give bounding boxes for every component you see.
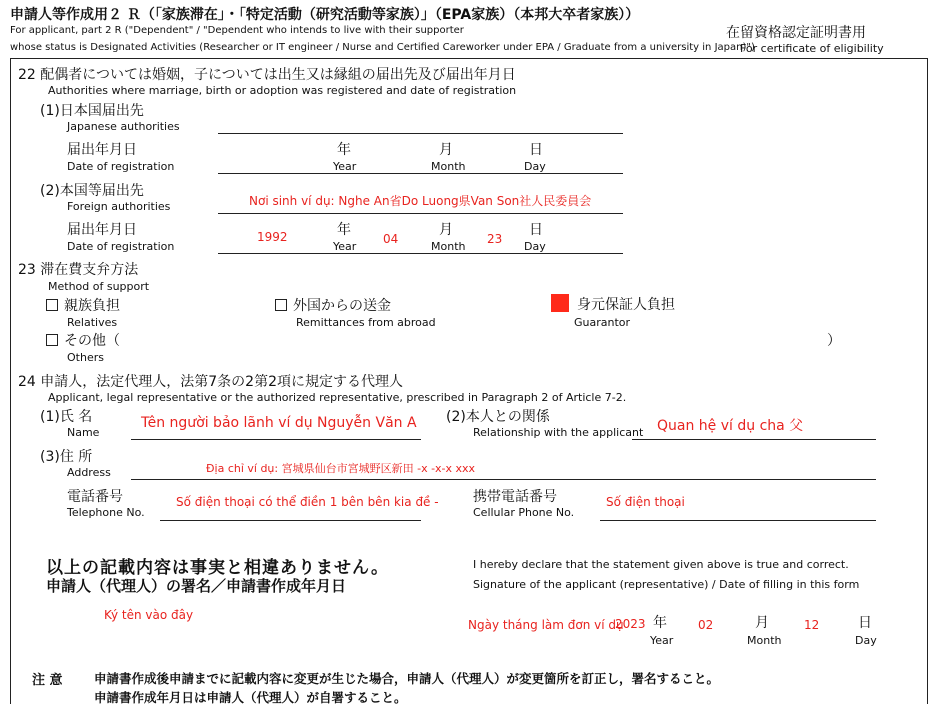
guarantor-option[interactable] — [551, 294, 675, 314]
notes-line-2: 申請書作成年月日は申請人（代理人）が自署すること。 — [94, 690, 407, 704]
others-option[interactable] — [46, 330, 120, 350]
others-checkbox[interactable] — [46, 334, 58, 346]
telephone-value[interactable]: Số điện thoại có thể điền 1 bên bên kia đề - — [176, 495, 439, 509]
s24-title-en: Applicant, legal representative or the authorized representative, prescribed in Paragraph 2 of Article 7-2. — [48, 391, 627, 404]
reg-month-value[interactable]: 04 — [383, 232, 399, 246]
telephone-label: 電話番号 — [67, 489, 123, 505]
guarantor-label: 身元保証人負担 — [577, 297, 675, 313]
jp-authorities-label: (1)日本国届出先 — [40, 103, 144, 119]
declaration-en: I hereby declare that the statement given above is true and correct. — [473, 558, 849, 571]
filing-year-value[interactable]: 2023 — [615, 617, 646, 631]
filing-day-en: Day — [855, 634, 877, 647]
cellphone-value[interactable]: Số điện thoại — [606, 495, 685, 509]
remittance-option[interactable] — [275, 295, 391, 315]
cellphone-field[interactable] — [600, 520, 876, 521]
jp-year-en: Year — [333, 160, 357, 173]
s23-title: 23 滞在費支弁方法 — [18, 262, 139, 278]
foreign-year-en: Year — [333, 240, 357, 253]
filing-year-en: Year — [650, 634, 674, 647]
cellphone-label: 携帯電話番号 — [473, 489, 557, 505]
others-label: その他（ — [64, 333, 120, 349]
address-value[interactable]: Địa chỉ ví dụ: 宮城県仙台市宮城野区新田 -x -x-x xxx — [206, 462, 476, 475]
foreign-authorities-label-en: Foreign authorities — [67, 200, 171, 213]
foreign-month-ja: 月 — [439, 222, 453, 238]
relationship-label-en: Relationship with the applicant — [473, 426, 644, 439]
form-subtitle-en-2: whose status is Designated Activities (Researcher or IT engineer / Nurse and Certified Careworker under EPA / Graduate from a university in Japan)") — [10, 42, 755, 53]
jp-day-ja: 日 — [529, 142, 543, 158]
remittance-label: 外国からの送金 — [293, 298, 391, 314]
foreign-date-label-en: Date of registration — [67, 240, 175, 253]
s22-title-en: Authorities where marriage, birth or adoption was registered and date of registration — [48, 84, 517, 97]
declaration-title: 以上の記載内容は事実と相違ありません。 — [46, 558, 390, 578]
guarantor-label-en: Guarantor — [574, 316, 631, 329]
others-paren-close: ） — [827, 333, 841, 349]
remittance-checkbox[interactable] — [275, 299, 287, 311]
filing-day-value[interactable]: 12 — [804, 618, 820, 632]
filing-date-label: Ngày tháng làm đơn ví dụ — [468, 618, 624, 632]
foreign-year-ja: 年 — [337, 222, 351, 238]
relatives-label: 親族負担 — [64, 298, 120, 314]
notes-label: 注 意 — [32, 673, 63, 688]
telephone-field[interactable] — [160, 520, 421, 521]
relatives-checkbox[interactable] — [46, 299, 58, 311]
signature-value[interactable]: Ký tên vào đây — [104, 608, 194, 622]
s24-title: 24 申請人，法定代理人，法第7条の2第2項に規定する代理人 — [18, 374, 403, 390]
s22-title: 22 配偶者については婚姻，子については出生又は縁組の届出先及び届出年月日 — [18, 67, 516, 83]
address-label-en: Address — [67, 466, 111, 479]
address-field[interactable] — [131, 479, 876, 480]
name-label-en: Name — [67, 426, 100, 439]
relationship-field[interactable] — [632, 439, 876, 440]
foreign-date-field[interactable] — [218, 253, 623, 254]
signature-en: Signature of the applicant (representative) / Date of filling in this form — [473, 578, 860, 591]
foreign-day-ja: 日 — [529, 222, 543, 238]
cert-label-ja: 在留資格認定証明書用 — [726, 25, 866, 41]
foreign-authorities-label: (2)本国等届出先 — [40, 183, 144, 199]
foreign-day-en: Day — [524, 240, 546, 253]
foreign-date-label: 届出年月日 — [67, 222, 137, 238]
others-label-en: Others — [67, 351, 104, 364]
name-value[interactable]: Tên người bảo lãnh ví dụ Nguyễn Văn A — [141, 415, 417, 431]
name-field[interactable] — [131, 439, 421, 440]
remittance-label-en: Remittances from abroad — [296, 316, 436, 329]
reg-year-value[interactable]: 1992 — [257, 230, 288, 244]
jp-day-en: Day — [524, 160, 546, 173]
cellphone-label-en: Cellular Phone No. — [473, 506, 575, 519]
jp-date-field[interactable] — [218, 173, 623, 174]
reg-day-value[interactable]: 23 — [487, 232, 503, 246]
jp-authorities-label-en: Japanese authorities — [67, 120, 180, 133]
foreign-authorities-field[interactable] — [218, 213, 623, 214]
relatives-option[interactable] — [46, 295, 120, 315]
jp-date-label: 届出年月日 — [67, 142, 137, 158]
relationship-value[interactable]: Quan hệ ví dụ cha 父 — [657, 418, 804, 434]
telephone-label-en: Telephone No. — [67, 506, 145, 519]
relatives-label-en: Relatives — [67, 316, 118, 329]
form-title: 申請人等作成用２ Ｒ（「家族滞在」・「特定活動（研究活動等家族）」（EPA家族）（本邦大卒者家族）） — [10, 7, 640, 23]
filing-month-value[interactable]: 02 — [698, 618, 714, 632]
signature-title: 申請人（代理人）の署名／申請書作成年月日 — [46, 577, 347, 595]
filing-month-ja: 月 — [755, 615, 769, 631]
relationship-label: (2)本人との関係 — [446, 409, 550, 425]
foreign-authorities-value[interactable]: Nơi sinh ví dụ: Nghe An省Do Luong県Van Son社人民委員会 — [249, 194, 592, 208]
filing-month-en: Month — [747, 634, 782, 647]
s23-title-en: Method of support — [48, 280, 150, 293]
form-subtitle-en-1: For applicant, part 2 R ("Dependent" / "Dependent who intends to live with their supporter — [10, 25, 464, 36]
filing-year-ja: 年 — [653, 615, 667, 631]
notes-line-1: 申請書作成後申請までに記載内容に変更が生じた場合，申請人（代理人）が変更箇所を訂正し，署名すること。 — [94, 671, 720, 686]
filing-day-ja: 日 — [858, 615, 872, 631]
address-label: (3)住 所 — [40, 449, 93, 465]
foreign-month-en: Month — [431, 240, 466, 253]
jp-month-ja: 月 — [439, 142, 453, 158]
jp-month-en: Month — [431, 160, 466, 173]
name-label: (1)氏 名 — [40, 409, 93, 425]
jp-authorities-field[interactable] — [218, 133, 623, 134]
jp-date-label-en: Date of registration — [67, 160, 175, 173]
cert-label-en: For certificate of eligibility — [740, 42, 884, 55]
guarantor-checkbox-checked[interactable] — [551, 294, 569, 312]
jp-year-ja: 年 — [337, 142, 351, 158]
